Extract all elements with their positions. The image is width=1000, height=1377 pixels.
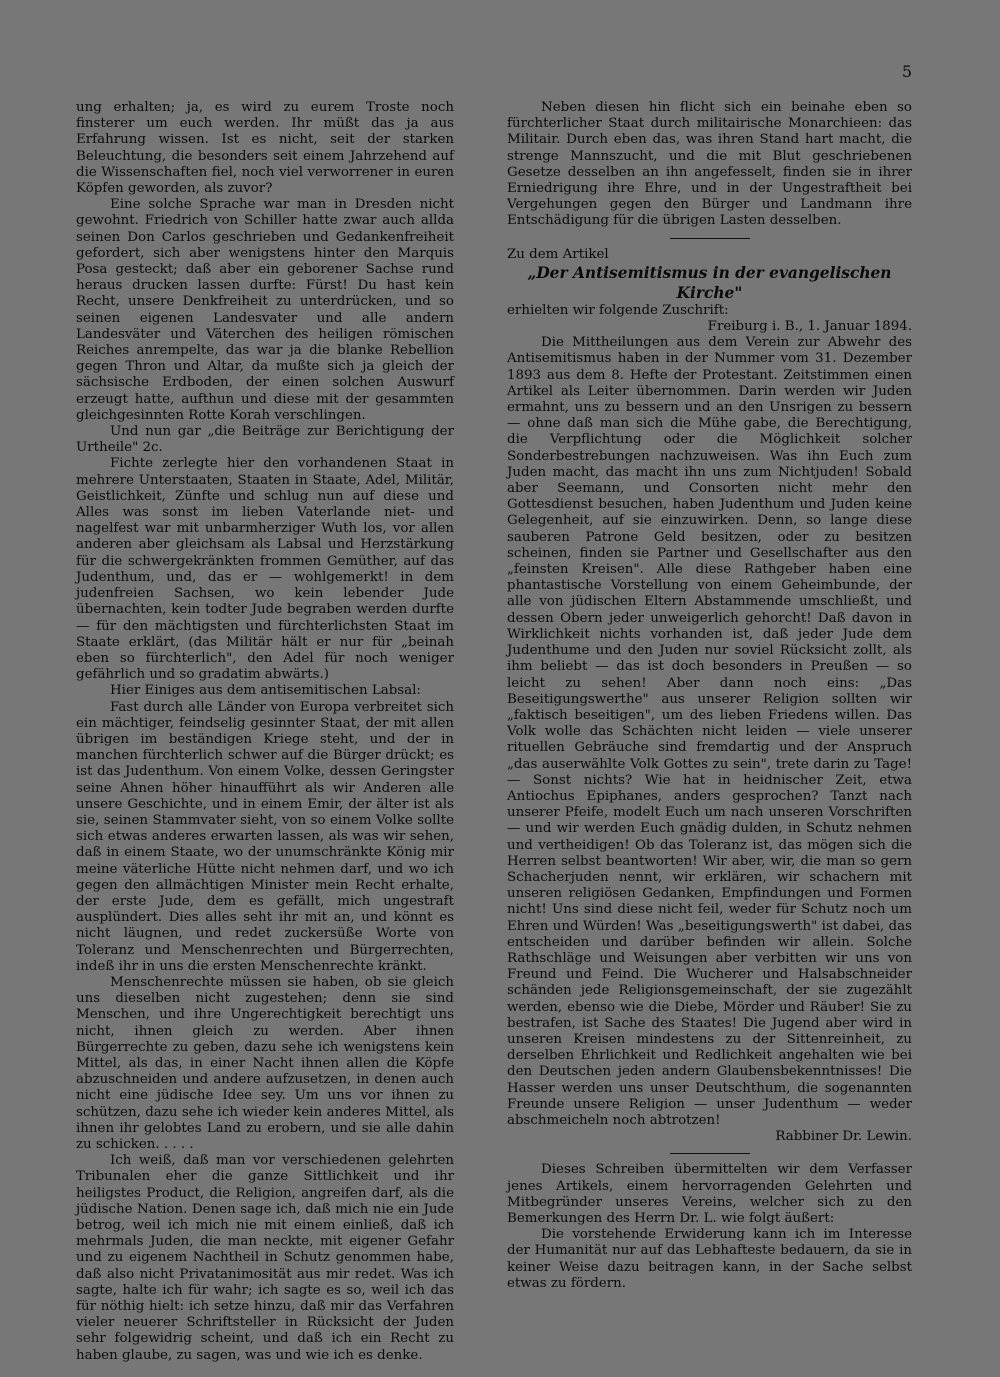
letter-paragraph: Die Mittheilungen aus dem Verein zur Abwehr des Antisemitismus haben in der Nummer vom 31. Dezember 1893 aus dem 8. Hefte der Protestant. Zeitstimmen einen Artikel als Leiter übernommen. Darin werden wir Juden ermahnt, uns zu bessern und an den Unsrigen zu bessern — ohne daß man sich die Mühe gabe, die Berechtigung, die Verpflichtung oder die Möglichkeit solcher Sonderbestrebungen nachzuweisen. Was ihn Euch zum Juden macht, das macht ihn uns zum Nichtjuden! Sobald aber Seemann, und Consorten nicht mehr den Gottesdienst besuchen, haben Judenthum und Juden keine Gelegenheit, auf sie einzuwirken. Denn, so lange diese sauberen Patrone Geld besitzen, oder zu besitzen scheinen, finden sie Partner und Gesellschafter aus den „feinsten Kreisen". Alle diese Rathgeber haben eine phantastische Vorstellung von einem Geheimbunde, der alle von jüdischen Eltern Abstammende umschließt, und dessen Obern jeder unweigerlich gehorcht! Daß davon in Wirklichkeit nichts vorhanden ist, daß jeder Jude dem Judenthume und den Juden nur soviel Rücksicht zollt, als ihm beliebt — das ist doch besonders in Preußen — so leicht zu sehen! Aber dann noch eins: „Das Beseitigungswerthe" aus unserer Religion sollten wir „faktisch beseitigen", um des lieben Friedens willen. Das Volk wolle das Schächten nicht leiden — viele unserer rituellen Gebräuche sind fremdartig und der Anspruch „das auserwählte Volk Gottes zu sein", trete darin zu Tage! — Sonst nichts? Wie hat in heidnischer Zeit, etwa Antiochus Epiphanes, anders gesprochen? Tanzt nach unserer Pfeife, modelt Euch um nach unseren Vorschriften — und wir werden Euch gnädig dulden, in Schutz nehmen und vertheidigen! Ob das Toleranz ist, das mögen sich die Herren selbst beantworten! Wir aber, wir, die man so gern Schacherjuden nennt, wir erklären, wir schachern mit unseren religiösen Gedanken, Empfindungen und Formen nicht! Uns sind diese nicht feil, weder für Schutz noch um Ehren und Würden! Was „beseitigungswerth" ist dabei, das entscheiden und darüber befinden wir allein. Solche Rathschläge und Weisungen aber verbitten wir uns von Freund und Feind. Die Wucherer und Halsabschneider schänden jede Religionsgemeinschaft, der sie zugezählt werden, ebenso wie die Diebe, Mörder und Räuber! Sie zu bestrafen, ist Sache des Staates! Die Jugend aber wird in unseren Kreisen mindestens zu der Sittenreinheit, zu derselben Ehrlichkeit und Redlichkeit angehalten wie bei den Deutschen jeden andern Glaubensbekenntnisses! Die Hasser werden uns unser Deutschthum, die sogenannten Freunde unsere Religion — unser Judenthum — weder abschmeicheln noch abtrotzen!	[507, 335, 912, 1128]
paragraph: Eine solche Sprache war man in Dresden nicht gewohnt. Friedrich von Schiller hatte zwar auch allda seinen Don Carlos geschrieben und Gedankenfreiheit gefordert, sich aber wenigstens hinter den Marquis Posa gesteckt; daß aber ein geborener Sachse rund heraus drucken lassen durfte: Fürst! Du hast kein Recht, unsere Denkfreiheit zu unterdrücken, und so seinen eigenen Landesvater und alle andern Landesväter und Väterchen des heiligen römischen Reiches anrempelte, das war ja die blanke Rebellion gegen Thron und Altar, da mußte sich ja gleich der sächsische Erdboden, der einen solchen Auswurf erzeugt hatte, aufthun und diese mit der gesammten gleichgesinnten Rotte Korah verschlingen.	[76, 197, 454, 423]
paragraph: Dieses Schreiben übermittelten wir dem Verfasser jenes Artikels, einem hervorragenden Gelehrten und Mitbegründer unseres Vereins, welcher sich zu den Bemerkungen des Herrn Dr. L. wie folgt äußert:	[507, 1162, 912, 1226]
dateline: Freiburg i. B., 1. Januar 1894.	[707, 319, 912, 335]
paragraph: ung erhalten; ja, es wird zu eurem Troste noch finsterer um euch werden. Ihr müßt das ja aus Erfahrung wissen. Ist es nicht, seit der starken Beleuchtung, die besonders seit einem Jahrzehend auf die Wissenschaften fiel, noch viel verworrener in euren Köpfen geworden, als zuvor?	[76, 100, 454, 197]
article-headline: „Der Antisemitismus in der evangelischen Kirche"	[527, 263, 892, 302]
paragraph: Fast durch alle Länder von Europa verbreitet sich ein mächtiger, feindselig gesinnter Staat, der mit allen übrigen im beständigen Kriege steht, und der in manchen fürchterlich schwer auf die Bürger drückt; es ist das Judenthum. Von einem Volke, dessen Geringster seine Ahnen höher hinaufführt als wir Anderen alle unsere Geschichte, und in einem Emir, der älter ist als sie, seinen Stammvater sieht, von so einem Volke sollte sich etwas anderes erwarten lassen, als was wir sehen, daß in einem Staate, wo der unumschränkte König mir meine väterliche Hütte nicht nehmen darf, und wo ich gegen den allmächtigen Minister mein Recht erhalte, der erste Jude, dem es gefällt, mich ungestraft ausplündert. Dies alles seht ihr mit an, und könnt es nicht läugnen, und redet zuckersüße Worte von Toleranz und Menschenrechten und Bürgerrechten, indeß ihr in uns die ersten Menschenrechte kränkt.	[76, 699, 454, 974]
article-subheading: Zu dem Artikel	[507, 246, 609, 262]
right-column	[507, 100, 912, 1292]
separator-rule	[670, 238, 750, 239]
page-number: 5	[901, 62, 912, 81]
paragraph: Fichte zerlegte hier den vorhandenen Staat in mehrere Unterstaaten, Staaten in Staate, Adel, Militär, Geistlichkeit, Zünfte und schlug nun auf diese und Alles was sonst im lieben Vaterlande niet- und nagelfest war mit unbarmherziger Wuth los, vor allen anderen aber gleichsam als Labsal und Herzstärkung für die schwergekränkten frommen Gemüther, auf das Judenthum, und, das er — wohlgemerkt! in dem judenfreien Sachsen, wo kein lebender Jude übernachten, kein todter Jude begraben werden durfte — für den mächtigsten und fürchterlichsten Staat im Staate erklärt, (das Militär hält er nur für „beinah eben so fürchterlich", den Adel für noch weniger gefährlich und so gradatim abwärts.)	[76, 456, 454, 683]
paragraph: Die vorstehende Erwiderung kann ich im Interesse der Humanität nur auf das Lebhafteste bedauern, da sie in keiner Weise dazu beitragen kann, in der Sache selbst etwas zu fördern.	[507, 1227, 912, 1291]
article-lead: erhielten wir folgende Zuschrift:	[507, 302, 729, 318]
signature: Rabbiner Dr. Lewin.	[775, 1129, 912, 1145]
separator-rule	[670, 1153, 750, 1154]
left-column	[76, 100, 454, 1364]
paragraph: Menschenrechte müssen sie haben, ob sie gleich uns dieselben nicht zugestehen; denn sie sind Menschen, und ihre Ungerechtigkeit berechtigt uns nicht, ihnen gleich zu werden. Aber ihnen Bürgerrechte zu geben, dazu sehe ich wenigstens kein Mittel, als das, in einer Nacht ihnen allen die Köpfe abzuschneiden und andere aufzusetzen, in denen auch nicht eine jüdische Idee sey. Um uns vor ihnen zu schützen, dazu sehe ich wieder kein anderes Mittel, als ihnen ihr gelobtes Land zu erobern, und sie alle dahin zu schicken. . . . .	[76, 974, 454, 1152]
paragraph: Hier Einiges aus dem antisemitischen Labsal:	[110, 683, 421, 699]
paragraph: Und nun gar „die Beiträge zur Berichtigung der Urtheile" 2c.	[76, 424, 454, 456]
paragraph: Ich weiß, daß man vor verschiedenen gelehrten Tribunalen eher die ganze Sittlichkeit und ihr heiligstes Product, die Religion, angreifen darf, als die jüdische Nation. Denen sage ich, daß mich nie ein Jude betrog, weil ich mich nie mit einem einließ, daß ich mehrmals Juden, die man neckte, mit eigener Gefahr und zu eigenem Nachtheil in Schutz genommen habe, daß also nicht Privatanimosität aus mir redet. Was ich sagte, halte ich für wahr; ich sagte es so, weil ich das für nöthig hielt: ich setze hinzu, daß mir das Verfahren vieler neuerer Schriftsteller in Rücksicht der Juden sehr folgewidrig scheint, und daß ich ein Recht zu haben glaube, zu sagen, was und wie ich es denke.	[76, 1153, 454, 1363]
paragraph: Neben diesen hin flicht sich ein beinahe eben so fürchterlicher Staat durch militairische Monarchieen: das Militair. Durch eben das, was ihren Stand hart macht, die strenge Mannszucht, und die mit Blut geschriebenen Gesetze desselben an ihn angefesselt, finden sie in ihrer Erniedrigung ihre Ehre, und in der Ungestraftheit bei Vergehungen gegen den Bürger und Landmann ihre Entschädigung für die übrigen Lasten desselben.	[507, 100, 912, 229]
